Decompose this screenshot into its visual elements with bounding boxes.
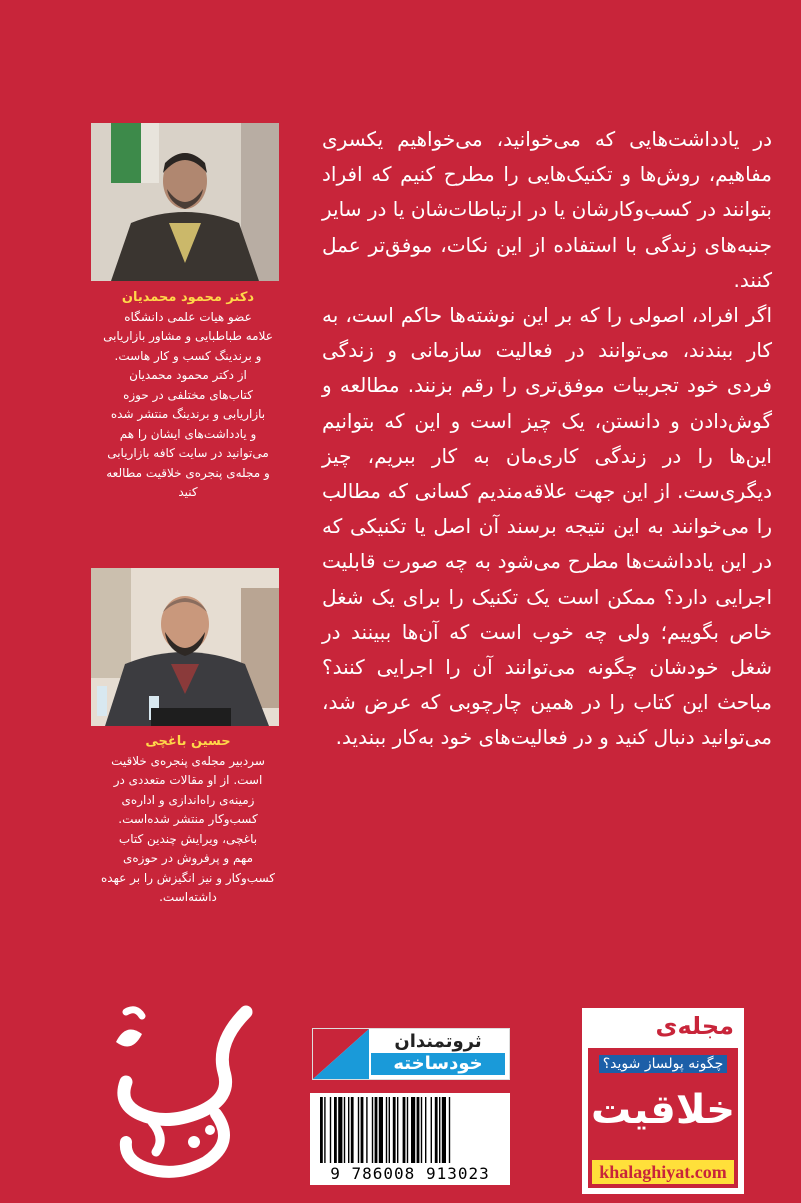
barcode-bar	[324, 1097, 325, 1163]
barcode-bar	[393, 1097, 396, 1163]
barcode-bar	[389, 1097, 390, 1163]
author-1-photo	[91, 123, 279, 281]
author-1-bio-line: عضو هیات علمی دانشگاه	[124, 309, 252, 324]
author-2-bio-line: داشته‌است.	[159, 890, 217, 904]
barcode-bar	[435, 1097, 438, 1163]
barcode-bar	[334, 1097, 337, 1163]
barcode-bar	[320, 1097, 323, 1163]
barcode-bar	[411, 1097, 415, 1163]
author-2-bio-line: کسب‌وکار منتشر شده‌است.	[118, 812, 258, 826]
author-1-bio-line: کنید	[178, 485, 198, 499]
author-2-bio-line: مهم و پرفروش در حوزه‌ی	[123, 851, 253, 865]
author-2-bio-line: باغچی، ویرایش چندین کتاب	[118, 831, 258, 846]
barcode-bar	[442, 1097, 446, 1163]
author-2-bio-line: است. از او مقالات متعددی در	[113, 773, 263, 787]
magazine-url: khalaghiyat.com	[592, 1160, 734, 1184]
author-2-bio-line: کسب‌وکار و نیز انگیزش را بر عهده	[101, 870, 275, 885]
series-title	[371, 1031, 505, 1075]
barcode-bars	[318, 1097, 502, 1163]
negah-publisher-logo	[96, 1002, 276, 1188]
series-title-line-1: ثروتمندان	[394, 1031, 482, 1052]
magazine-tagline	[588, 1056, 738, 1072]
barcode-bar	[417, 1097, 420, 1163]
series-logo-box	[312, 1028, 510, 1080]
barcode-bar	[338, 1097, 342, 1163]
magazine-cover	[588, 1048, 738, 1188]
barcode-bar	[425, 1097, 426, 1163]
barcode-bar	[366, 1097, 367, 1163]
author-2-bio-line: سردبیر مجله‌ی پنجره‌ی خلاقیت	[111, 753, 265, 768]
barcode-bar	[348, 1097, 349, 1163]
author-2-name: حسین باغچی	[145, 734, 231, 749]
negah-logo-mark	[96, 1002, 276, 1188]
author-1-bio-line: و برندینگ کسب و کار هاست.	[114, 348, 262, 363]
barcode-bar	[421, 1097, 422, 1163]
author-1-name: دکتر محمود محمدیان	[121, 290, 255, 305]
author-1-bio-line: علامه طباطبایی و مشاور بازاریابی	[103, 329, 273, 343]
paragraph-2: اگر افراد، اصولی را که بر این نوشته‌ها حاکم است، به کار ببندند، می‌توانند در فعالیت سازمانی و زندگی فردی خود تجربیات موفق‌تری را رقم بزنند. مطالعه و گوش‌دادن و دانستن، یک چیز است و این که بتوانیم این‌ها را در زندگی کاری‌مان به کار ببریم، چیز دیگری‌ست. از این جهت علاقه‌مندیم کسانی که مطالب را می‌خوانند به این نتیجه برسند آن اصل یا تکنیکی که در این یادداشت‌ها مطرح می‌شود به چه صورت قابلیت اجرایی دارد؟ ممکن است یک تکنیک را برای یک شغل خاص بگوییم؛ ولی چه خوب است که آن‌ها ببینند در شغل خودشان چگونه می‌توانند آن را اجرایی کنند؟ مباحث این کتاب را در همین چارچوبی که عرض شد، می‌توانید دنبال کنید و در فعالیت‌های خود به‌کار ببندید.	[322, 303, 772, 750]
barcode-bar	[386, 1097, 387, 1163]
magazine-title: خلاقیت	[590, 1087, 736, 1133]
author-2-bio	[88, 732, 288, 908]
author-1-bio-line: از دکتر محمود محمدیان	[129, 368, 247, 382]
barcode-bar	[358, 1097, 359, 1163]
barcode-bar	[330, 1097, 331, 1163]
barcode-bar	[397, 1097, 398, 1163]
series-logo-wedge	[313, 1029, 369, 1079]
author-1-bio-line: کتاب‌های مختلفی در حوزه	[123, 387, 253, 402]
author-1-bio-line: بازاریابی و برندینگ منتشر شده	[110, 407, 266, 421]
magazine-tagline-text: چگونه پولساز شوید؟	[599, 1055, 727, 1073]
barcode-bar	[449, 1097, 450, 1163]
author-1-bio-line: و مجله‌ی پنجره‌ی خلاقیت مطالعه	[106, 465, 270, 480]
magazine-label: مجله‌ی	[655, 1012, 734, 1040]
author-1-bio	[88, 288, 288, 503]
barcode-bar	[375, 1097, 378, 1163]
author-1-bio-line: می‌توانید در سایت کافه بازاریابی	[107, 446, 269, 460]
isbn-number: 9 786008 913023	[330, 1164, 490, 1183]
barcode-bar	[439, 1097, 440, 1163]
author-2-bio-line: زمینه‌ی راه‌اندازی و اداره‌ی	[121, 792, 255, 807]
barcode-bar	[372, 1097, 373, 1163]
author-1-bio-line: و یادداشت‌های ایشان را هم	[119, 426, 257, 441]
paragraph-1: در یادداشت‌هایی که می‌خوانید، می‌خواهیم یکسری مفاهیم، روش‌ها و تکنیک‌هایی را مطرح کنیم که افراد بتوانند در کسب‌وکارشان یا در ارتباطات‌شان یا در سایر جنبه‌های زندگی با استفاده از این نکات، موفق‌تر عمل کنند.	[322, 127, 772, 292]
magazine-badge	[582, 1008, 744, 1194]
barcode-bar	[344, 1097, 345, 1163]
barcode-bar	[351, 1097, 354, 1163]
barcode-bar	[379, 1097, 383, 1163]
author-2-photo	[91, 568, 279, 726]
isbn-barcode	[310, 1093, 510, 1185]
series-title-line-2: خودساخته	[371, 1053, 505, 1075]
barcode-bar	[407, 1097, 408, 1163]
barcode-bar	[361, 1097, 364, 1163]
barcode-bar	[431, 1097, 432, 1163]
barcode-bar	[403, 1097, 406, 1163]
back-cover-text	[322, 122, 772, 756]
